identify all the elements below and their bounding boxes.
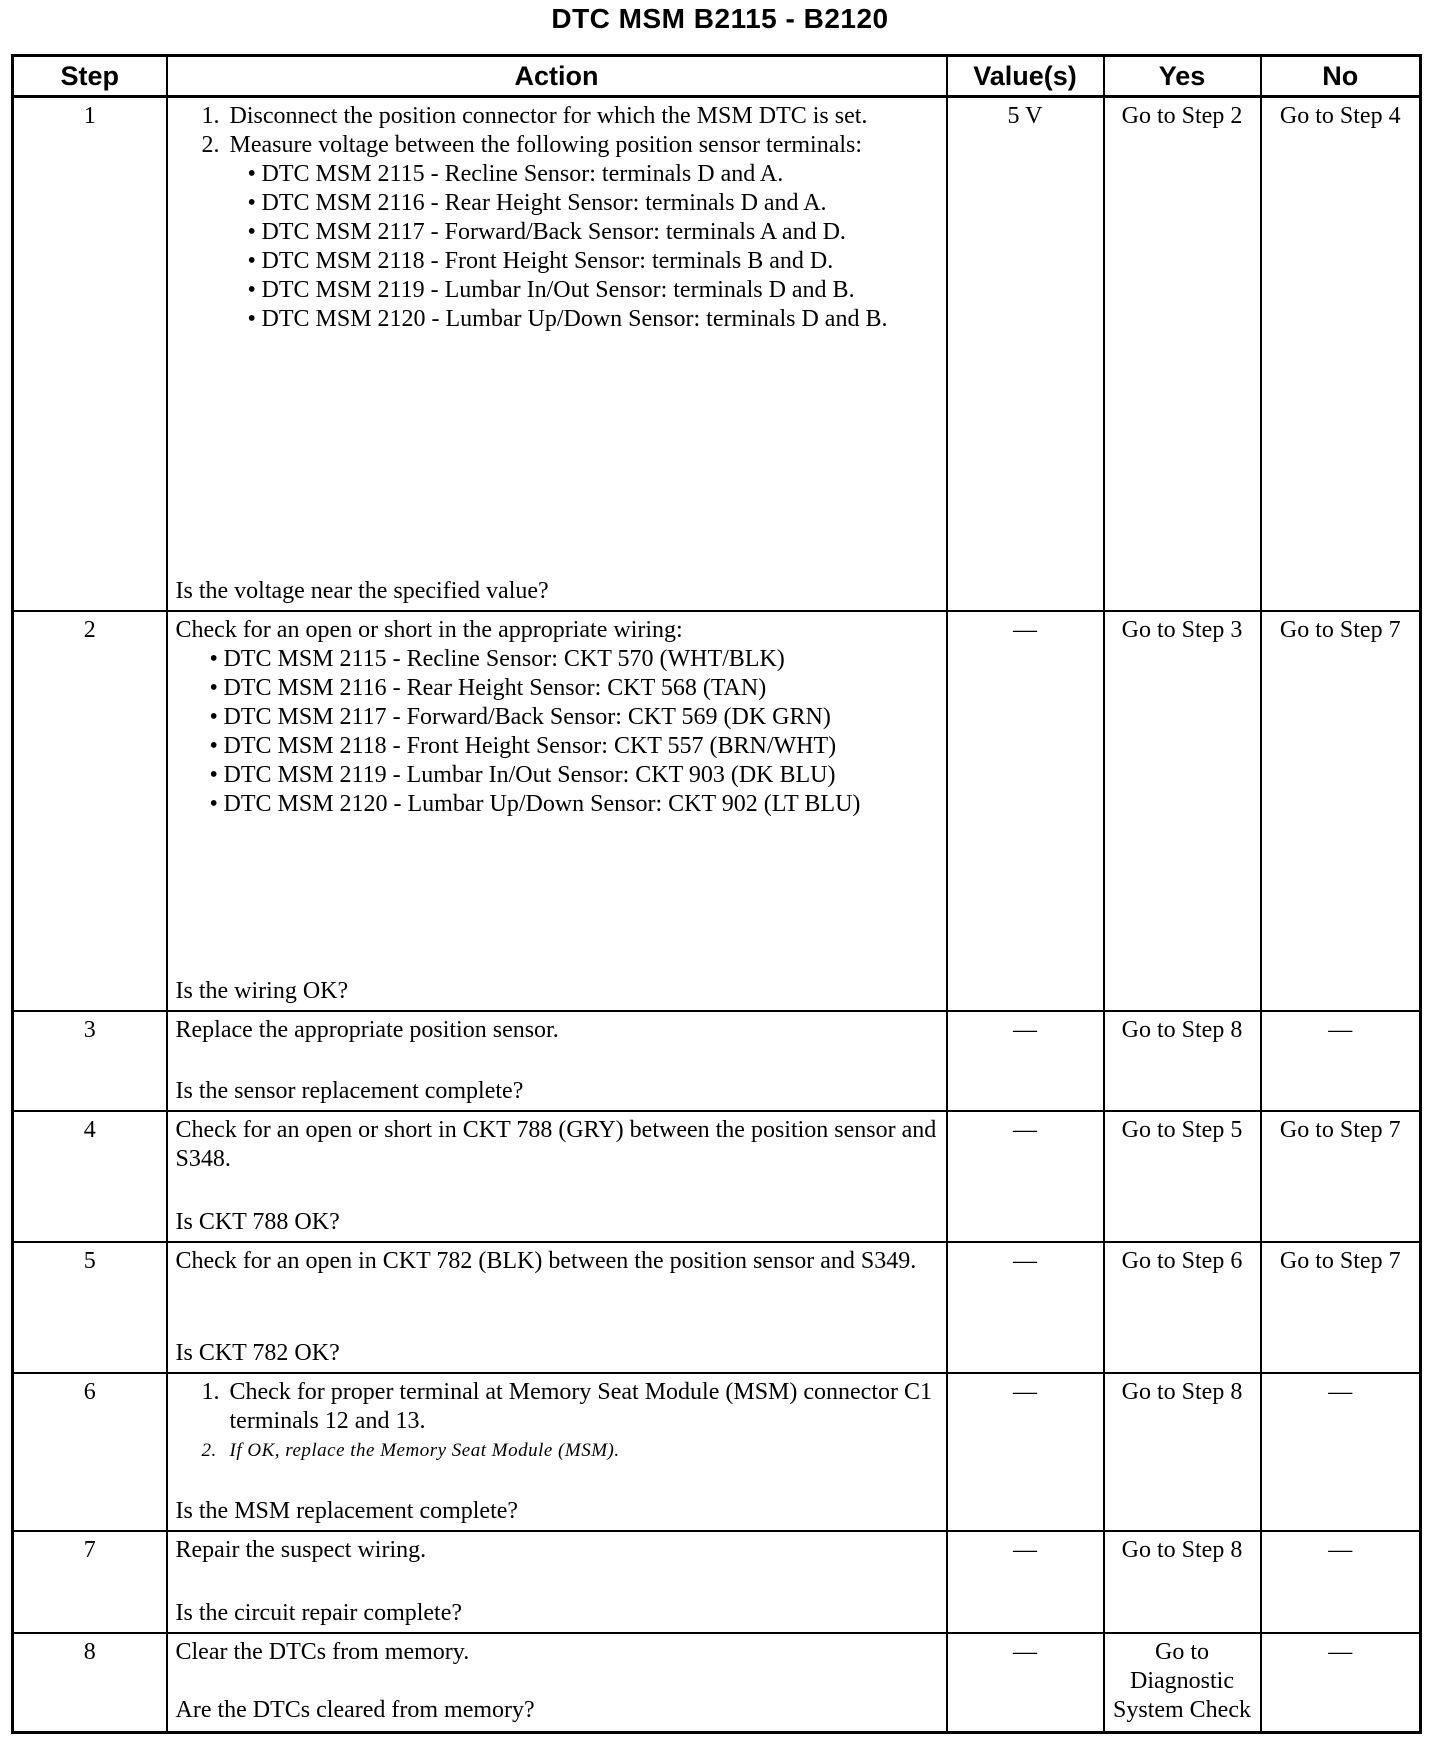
yes-cell: Go to Diagnostic System Check <box>1104 1633 1261 1732</box>
action-question: Is the MSM replacement complete? <box>175 1498 519 1525</box>
no-cell: Go to Step 4 <box>1261 97 1421 612</box>
step-number: 3 <box>13 1011 167 1112</box>
action-question: Is CKT 782 OK? <box>175 1340 340 1367</box>
action-cell <box>167 1242 947 1373</box>
action-cell <box>167 97 947 612</box>
action-cell <box>167 1373 947 1531</box>
bullet-item: • DTC MSM 2120 - Lumbar Up/Down Sensor: CKT 902 (LT BLU) <box>210 790 938 819</box>
bullet-item: • DTC MSM 2116 - Rear Height Sensor: terminals D and A. <box>248 189 938 218</box>
table-row <box>13 611 1421 1010</box>
action-item: 2. Measure voltage between the following position sensor terminals: • DTC MSM 2115 - Recline Sensor: terminals D and A. • DTC MSM 2116 - Rear Height Sensor: terminals D and A. • DTC MSM 2117 - Forward/Back Sensor: terminals A and D. • DTC MSM 2118 - Front Height Sensor: terminals B and D. • DTC MSM 2119 - Lumbar In/Out Sensor: terminals D and B. • DTC MSM 2120 - Lumbar Up/Down Sensor: terminals D and B. <box>202 131 938 334</box>
value-cell: — <box>947 1531 1104 1633</box>
no-cell: — <box>1261 1373 1421 1531</box>
bullet-item: • DTC MSM 2117 - Forward/Back Sensor: terminals A and D. <box>248 218 938 247</box>
no-cell: Go to Step 7 <box>1261 611 1421 1010</box>
yes-cell: Go to Step 3 <box>1104 611 1261 1010</box>
bullet-item: • DTC MSM 2119 - Lumbar In/Out Sensor: terminals D and B. <box>248 276 938 305</box>
action-question: Is CKT 788 OK? <box>175 1208 340 1235</box>
action-question: Is the wiring OK? <box>175 977 349 1004</box>
header-yes: Yes <box>1104 56 1261 97</box>
yes-cell: Go to Step 8 <box>1104 1373 1261 1531</box>
action-item: 2. If OK, replace the Memory Seat Module (MSM). <box>201 1440 620 1462</box>
value-cell: 5 V <box>947 97 1104 612</box>
bullet-item: • DTC MSM 2118 - Front Height Sensor: CKT 557 (BRN/WHT) <box>210 732 938 761</box>
bullet-item: • DTC MSM 2118 - Front Height Sensor: terminals B and D. <box>248 247 938 276</box>
value-cell: — <box>947 1111 1104 1241</box>
action-question: Are the DTCs cleared from memory? <box>175 1697 535 1724</box>
step-number: 4 <box>13 1111 167 1241</box>
no-cell: — <box>1261 1011 1421 1112</box>
header-step: Step <box>13 56 167 97</box>
action-text: Clear the DTCs from memory. <box>175 1639 470 1666</box>
bullet-item: • DTC MSM 2119 - Lumbar In/Out Sensor: CKT 903 (DK BLU) <box>210 761 938 790</box>
header-no: No <box>1261 56 1421 97</box>
yes-cell: Go to Step 2 <box>1104 97 1261 612</box>
action-item: 1. Disconnect the position connector for which the MSM DTC is set. <box>201 103 868 129</box>
step-number: 7 <box>13 1531 167 1633</box>
no-cell: Go to Step 7 <box>1261 1242 1421 1373</box>
table-row <box>13 1111 1421 1241</box>
header-action: Action <box>167 56 947 97</box>
no-cell: — <box>1261 1531 1421 1633</box>
step-number: 6 <box>13 1373 167 1531</box>
action-text: Check for an open in CKT 782 (BLK) between the position sensor and S349. <box>175 1247 917 1274</box>
step-number: 8 <box>13 1633 167 1732</box>
table-row <box>13 1633 1421 1732</box>
action-question: Is the voltage near the specified value? <box>175 578 549 605</box>
yes-cell: Go to Step 8 <box>1104 1531 1261 1633</box>
value-cell: — <box>947 1633 1104 1732</box>
bullet-item: • DTC MSM 2115 - Recline Sensor: CKT 570 (WHT/BLK) <box>210 645 938 674</box>
action-cell <box>167 1531 947 1633</box>
table-row <box>13 1373 1421 1531</box>
action-text: Replace the appropriate position sensor. <box>175 1016 559 1043</box>
table-row <box>13 1531 1421 1633</box>
table-row <box>13 97 1421 612</box>
step-number: 2 <box>13 611 167 1010</box>
no-cell: — <box>1261 1633 1421 1732</box>
value-cell: — <box>947 1011 1104 1112</box>
action-item: 1. Check for proper terminal at Memory Seat Module (MSM) connector C1 terminals 12 and 13. <box>201 1379 932 1435</box>
action-question: Is the circuit repair complete? <box>175 1600 463 1627</box>
bullet-item: • DTC MSM 2116 - Rear Height Sensor: CKT 568 (TAN) <box>210 674 938 703</box>
bullet-item: • DTC MSM 2117 - Forward/Back Sensor: CKT 569 (DK GRN) <box>210 703 938 732</box>
diagnostic-table <box>11 54 1422 1734</box>
bullet-item: • DTC MSM 2115 - Recline Sensor: terminals D and A. <box>248 160 938 189</box>
value-cell: — <box>947 1242 1104 1373</box>
action-question: Is the sensor replacement complete? <box>175 1078 524 1105</box>
yes-cell: Go to Step 8 <box>1104 1011 1261 1112</box>
value-cell: — <box>947 611 1104 1010</box>
action-text: Check for an open or short in the appropriate wiring: <box>175 617 683 644</box>
action-cell <box>167 1111 947 1241</box>
value-cell: — <box>947 1373 1104 1531</box>
action-cell <box>167 1633 947 1732</box>
header-values: Value(s) <box>947 56 1104 97</box>
no-cell: Go to Step 7 <box>1261 1111 1421 1241</box>
bullet-item: • DTC MSM 2120 - Lumbar Up/Down Sensor: terminals D and B. <box>248 305 938 334</box>
action-text: Repair the suspect wiring. <box>175 1537 427 1564</box>
page-title: DTC MSM B2115 - B2120 <box>551 3 889 34</box>
action-cell <box>167 1011 947 1112</box>
table-row <box>13 1011 1421 1112</box>
table-row <box>13 1242 1421 1373</box>
step-number: 1 <box>13 97 167 612</box>
step-number: 5 <box>13 1242 167 1373</box>
action-cell <box>167 611 947 1010</box>
header-row <box>13 56 1421 97</box>
action-text: Check for an open or short in CKT 788 (GRY) between the position sensor and S348. <box>175 1117 937 1173</box>
yes-cell: Go to Step 5 <box>1104 1111 1261 1241</box>
yes-cell: Go to Step 6 <box>1104 1242 1261 1373</box>
